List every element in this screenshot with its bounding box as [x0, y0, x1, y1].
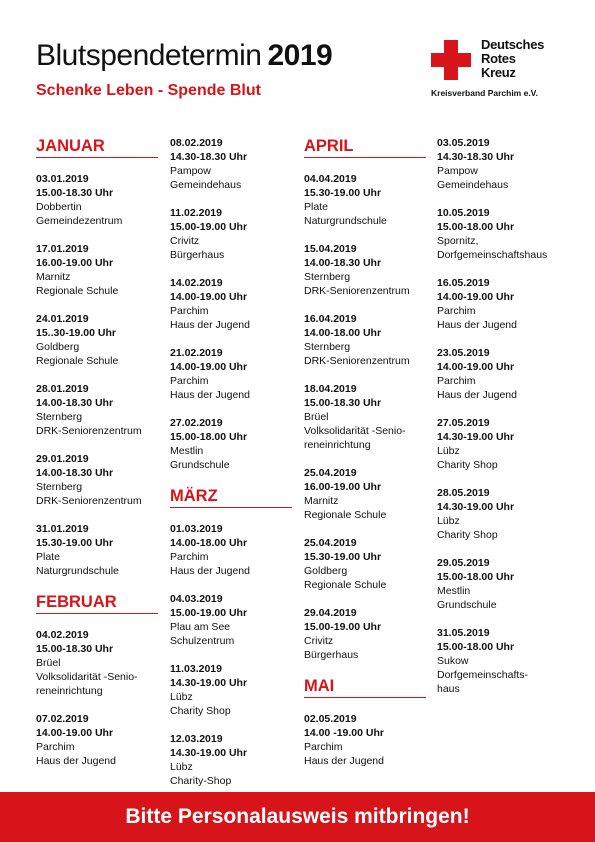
appointment-town: Lübz	[170, 761, 193, 773]
appointment-venue: Bürgerhaus	[304, 649, 359, 661]
appointment-entry	[170, 206, 296, 262]
appointment-date: 03.05.2019	[437, 137, 490, 149]
appointment-town: Sukow	[437, 655, 469, 667]
appointment-town: Brüel	[304, 411, 329, 423]
appointment-date: 01.03.2019	[170, 523, 223, 535]
appointment-venue: reneinrichtung	[36, 685, 103, 697]
appointment-time: 14.00-18.30 Uhr	[36, 397, 114, 409]
appointment-town: Crivitz	[304, 635, 334, 647]
appointment-town: Marnitz	[304, 495, 339, 507]
appointment-venue: Grundschule	[437, 599, 497, 611]
appointment-time: 14.00-19.00 Uhr	[170, 291, 248, 303]
appointment-entry	[304, 606, 430, 662]
appointment-venue: Haus der Jugend	[304, 755, 384, 767]
appointment-date: 27.05.2019	[437, 417, 490, 429]
appointment-venue: Haus der Jugend	[170, 565, 250, 577]
appointment-entry	[36, 172, 162, 228]
schedule-column-2	[170, 136, 296, 788]
appointment-entry	[170, 416, 296, 472]
appointment-town: Parchim	[304, 741, 343, 753]
appointment-venue: Haus der Jugend	[437, 389, 517, 401]
appointment-entry	[437, 346, 563, 402]
appointment-date: 27.02.2019	[170, 417, 223, 429]
appointment-venue: Haus der Jugend	[36, 755, 116, 767]
appointment-entry	[304, 242, 430, 298]
appointment-town: Plau am See	[170, 621, 231, 633]
appointment-entry	[437, 206, 563, 262]
appointment-town: Lübz	[437, 515, 460, 527]
title-year: 2019	[267, 39, 333, 72]
appointment-town: Marnitz	[36, 271, 71, 283]
logo-name-line: Deutsches	[481, 37, 545, 52]
month-heading: FEBRUAR	[36, 592, 158, 614]
appointment-date: 28.01.2019	[36, 383, 89, 395]
appointment-venue: DRK-Seniorenzentrum	[304, 355, 410, 367]
month-heading: MÄRZ	[170, 486, 292, 508]
appointment-venue: Haus der Jugend	[437, 319, 517, 331]
month-heading: MAI	[304, 676, 426, 698]
appointment-time: 14.30-18.30 Uhr	[437, 151, 515, 163]
appointment-date: 10.05.2019	[437, 207, 490, 219]
appointment-date: 15.04.2019	[304, 243, 357, 255]
appointment-time: 15.00-18.30 Uhr	[304, 397, 382, 409]
appointment-venue: DRK-Seniorenzentrum	[304, 285, 410, 297]
appointment-town: Sternberg	[36, 481, 83, 493]
appointment-town: Parchim	[437, 305, 476, 317]
appointment-date: 16.04.2019	[304, 313, 357, 325]
appointment-date: 14.02.2019	[170, 277, 223, 289]
appointment-entry	[437, 416, 563, 472]
appointment-town: Sternberg	[304, 271, 351, 283]
appointment-venue: Regionale Schule	[36, 285, 119, 297]
appointment-time: 15.00-18.30 Uhr	[36, 643, 114, 655]
appointment-date: 31.01.2019	[36, 523, 89, 535]
appointment-town: Parchim	[36, 741, 75, 753]
appointment-entry	[437, 486, 563, 542]
appointment-date: 29.04.2019	[304, 607, 357, 619]
appointment-date: 18.04.2019	[304, 383, 357, 395]
appointment-entry	[170, 522, 296, 578]
appointment-time: 15.00-18.00 Uhr	[437, 221, 515, 233]
appointment-time: 15.00-18.00 Uhr	[437, 641, 515, 653]
drk-logo	[431, 38, 571, 108]
appointment-time: 14.00-18.30 Uhr	[304, 257, 382, 269]
appointment-entry	[437, 556, 563, 612]
appointment-venue: Regionale Schule	[304, 579, 387, 591]
appointment-town: Sternberg	[304, 341, 351, 353]
appointment-date: 08.02.2019	[170, 137, 223, 149]
appointment-venue: Bürgerhaus	[170, 249, 225, 261]
appointment-town: Goldberg	[304, 565, 348, 577]
appointment-entry	[170, 346, 296, 402]
appointment-time: 15.30-19.00 Uhr	[304, 551, 382, 563]
appointment-time: 15.00-19.00 Uhr	[170, 607, 248, 619]
appointment-time: 15..30-19.00 Uhr	[36, 327, 116, 339]
appointment-venue: haus	[437, 683, 460, 695]
appointment-town: Mestlin	[437, 585, 471, 597]
appointment-venue: Gemeindehaus	[170, 179, 242, 191]
appointment-time: 15.30-19.00 Uhr	[304, 187, 382, 199]
appointment-time: 14.30-19.00 Uhr	[170, 747, 248, 759]
appointment-date: 11.02.2019	[170, 207, 222, 219]
appointment-venue: Naturgrundschule	[36, 565, 119, 577]
appointment-date: 11.03.2019	[170, 663, 222, 675]
appointment-town: Crivitz	[170, 235, 200, 247]
appointment-venue: Haus der Jugend	[170, 319, 250, 331]
appointment-entry	[36, 382, 162, 438]
logo-branch: Kreisverband Parchim e.V.	[431, 88, 538, 98]
appointment-entry	[304, 382, 430, 452]
logo-name-line: Rotes	[481, 51, 516, 66]
appointment-date: 25.04.2019	[304, 537, 357, 549]
appointment-entry	[304, 172, 430, 228]
appointment-venue: Schulzentrum	[170, 635, 235, 647]
appointment-date: 29.05.2019	[437, 557, 490, 569]
schedule-column-4	[437, 136, 563, 696]
footer-banner	[0, 792, 595, 842]
appointment-entry	[304, 536, 430, 592]
page-title	[36, 36, 332, 76]
appointment-entry	[170, 662, 296, 718]
appointment-venue: reneinrichtung	[304, 439, 371, 451]
appointment-town: Lübz	[170, 691, 193, 703]
appointment-town: Dobbertin	[36, 201, 82, 213]
appointment-town: Mestlin	[170, 445, 204, 457]
appointment-town: Parchim	[437, 375, 476, 387]
appointment-entry	[36, 522, 162, 578]
appointment-date: 28.05.2019	[437, 487, 490, 499]
logo-name-line: Kreuz	[481, 65, 516, 80]
appointment-time: 14.30-19.00 Uhr	[437, 501, 515, 513]
appointment-entry	[36, 628, 162, 698]
title-text: Blutspendetermin	[36, 39, 262, 72]
red-cross-icon	[431, 40, 471, 80]
appointment-date: 16.05.2019	[437, 277, 490, 289]
schedule-column-3	[304, 136, 430, 768]
appointment-entry	[170, 592, 296, 648]
appointment-venue: Haus der Jugend	[170, 389, 250, 401]
appointment-date: 07.02.2019	[36, 713, 89, 725]
appointment-time: 15.30-19.00 Uhr	[36, 537, 114, 549]
appointment-town: Parchim	[170, 375, 209, 387]
appointment-time: 14.30-19.00 Uhr	[437, 431, 515, 443]
schedule-column-1	[36, 136, 162, 768]
appointment-venue: Charity Shop	[437, 529, 498, 541]
appointment-time: 16.00-19.00 Uhr	[304, 481, 382, 493]
appointment-town: Spornitz,	[437, 235, 479, 247]
appointment-time: 14.00-18.00 Uhr	[170, 537, 248, 549]
appointment-entry	[170, 136, 296, 192]
appointment-time: 14.30-18.30 Uhr	[170, 151, 248, 163]
appointment-entry	[170, 276, 296, 332]
appointment-entry	[170, 732, 296, 788]
appointment-town: Pampow	[437, 165, 478, 177]
appointment-venue: Regionale Schule	[304, 509, 387, 521]
appointment-venue: Regionale Schule	[36, 355, 119, 367]
appointment-date: 04.03.2019	[170, 593, 223, 605]
subtitle: Schenke Leben - Spende Blut	[36, 82, 261, 99]
appointment-venue: Charity Shop	[437, 459, 498, 471]
month-heading: JANUAR	[36, 136, 158, 158]
appointment-date: 04.04.2019	[304, 173, 357, 185]
month-heading: APRIL	[304, 136, 426, 158]
appointment-venue: Grundschule	[170, 459, 230, 471]
appointment-date: 21.02.2019	[170, 347, 223, 359]
appointment-entry	[437, 276, 563, 332]
appointment-date: 17.01.2019	[36, 243, 89, 255]
appointment-entry	[304, 712, 430, 768]
appointment-time: 16.00-19.00 Uhr	[36, 257, 114, 269]
appointment-date: 02.05.2019	[304, 713, 357, 725]
appointment-time: 15.00-19.00 Uhr	[170, 221, 248, 233]
appointment-entry	[36, 312, 162, 368]
appointment-time: 15.00-18.00 Uhr	[437, 571, 515, 583]
appointment-date: 29.01.2019	[36, 453, 89, 465]
appointment-time: 15.00-18.00 Uhr	[170, 431, 248, 443]
appointment-date: 12.03.2019	[170, 733, 223, 745]
appointment-time: 14.00-19.00 Uhr	[36, 727, 114, 739]
appointment-town: Parchim	[170, 551, 209, 563]
appointment-time: 15.00-19.00 Uhr	[304, 621, 382, 633]
appointment-entry	[36, 712, 162, 768]
appointment-venue: Naturgrundschule	[304, 215, 387, 227]
appointment-time: 14.00 -19.00 Uhr	[304, 727, 384, 739]
appointment-town: Plate	[36, 551, 60, 563]
appointment-date: 24.01.2019	[36, 313, 89, 325]
appointment-time: 14.00-19.00 Uhr	[170, 361, 248, 373]
appointment-town: Lübz	[437, 445, 460, 457]
appointment-time: 14.00-18.00 Uhr	[304, 327, 382, 339]
appointment-date: 03.01.2019	[36, 173, 89, 185]
appointment-venue: Gemeindehaus	[437, 179, 509, 191]
appointment-date: 31.05.2019	[437, 627, 490, 639]
appointment-venue: Volksolidarität -Senio-	[304, 425, 406, 437]
appointment-time: 14.30-19.00 Uhr	[170, 677, 248, 689]
appointment-time: 14.00-19.00 Uhr	[437, 361, 515, 373]
appointment-venue: Dorfgemeinschafts-	[437, 669, 529, 681]
appointment-town: Brüel	[36, 657, 61, 669]
appointment-town: Pampow	[170, 165, 211, 177]
appointment-venue: Gemeindezentrum	[36, 215, 123, 227]
appointment-venue: Dorfgemeinschaftshaus	[437, 249, 548, 261]
appointment-time: 14.00-18.30 Uhr	[36, 467, 114, 479]
appointment-entry	[437, 136, 563, 192]
appointment-town: Goldberg	[36, 341, 80, 353]
appointment-entry	[304, 466, 430, 522]
appointment-entry	[437, 626, 563, 696]
logo-name	[481, 38, 544, 80]
appointment-time: 14.00-19.00 Uhr	[437, 291, 515, 303]
appointment-venue: DRK-Seniorenzentrum	[36, 495, 142, 507]
appointment-town: Sternberg	[36, 411, 83, 423]
appointment-venue: Volksolidarität -Senio-	[36, 671, 138, 683]
appointment-entry	[36, 242, 162, 298]
appointment-date: 23.05.2019	[437, 347, 490, 359]
appointment-date: 25.04.2019	[304, 467, 357, 479]
appointment-venue: Charity Shop	[170, 705, 231, 717]
appointment-entry	[36, 452, 162, 508]
appointment-entry	[304, 312, 430, 368]
appointment-venue: Charity-Shop	[170, 775, 232, 787]
appointment-date: 04.02.2019	[36, 629, 89, 641]
footer-text: Bitte Personalausweis mitbringen!	[125, 805, 470, 828]
appointment-town: Parchim	[170, 305, 209, 317]
appointment-time: 15.00-18.30 Uhr	[36, 187, 114, 199]
appointment-town: Plate	[304, 201, 328, 213]
appointment-venue: DRK-Seniorenzentrum	[36, 425, 142, 437]
